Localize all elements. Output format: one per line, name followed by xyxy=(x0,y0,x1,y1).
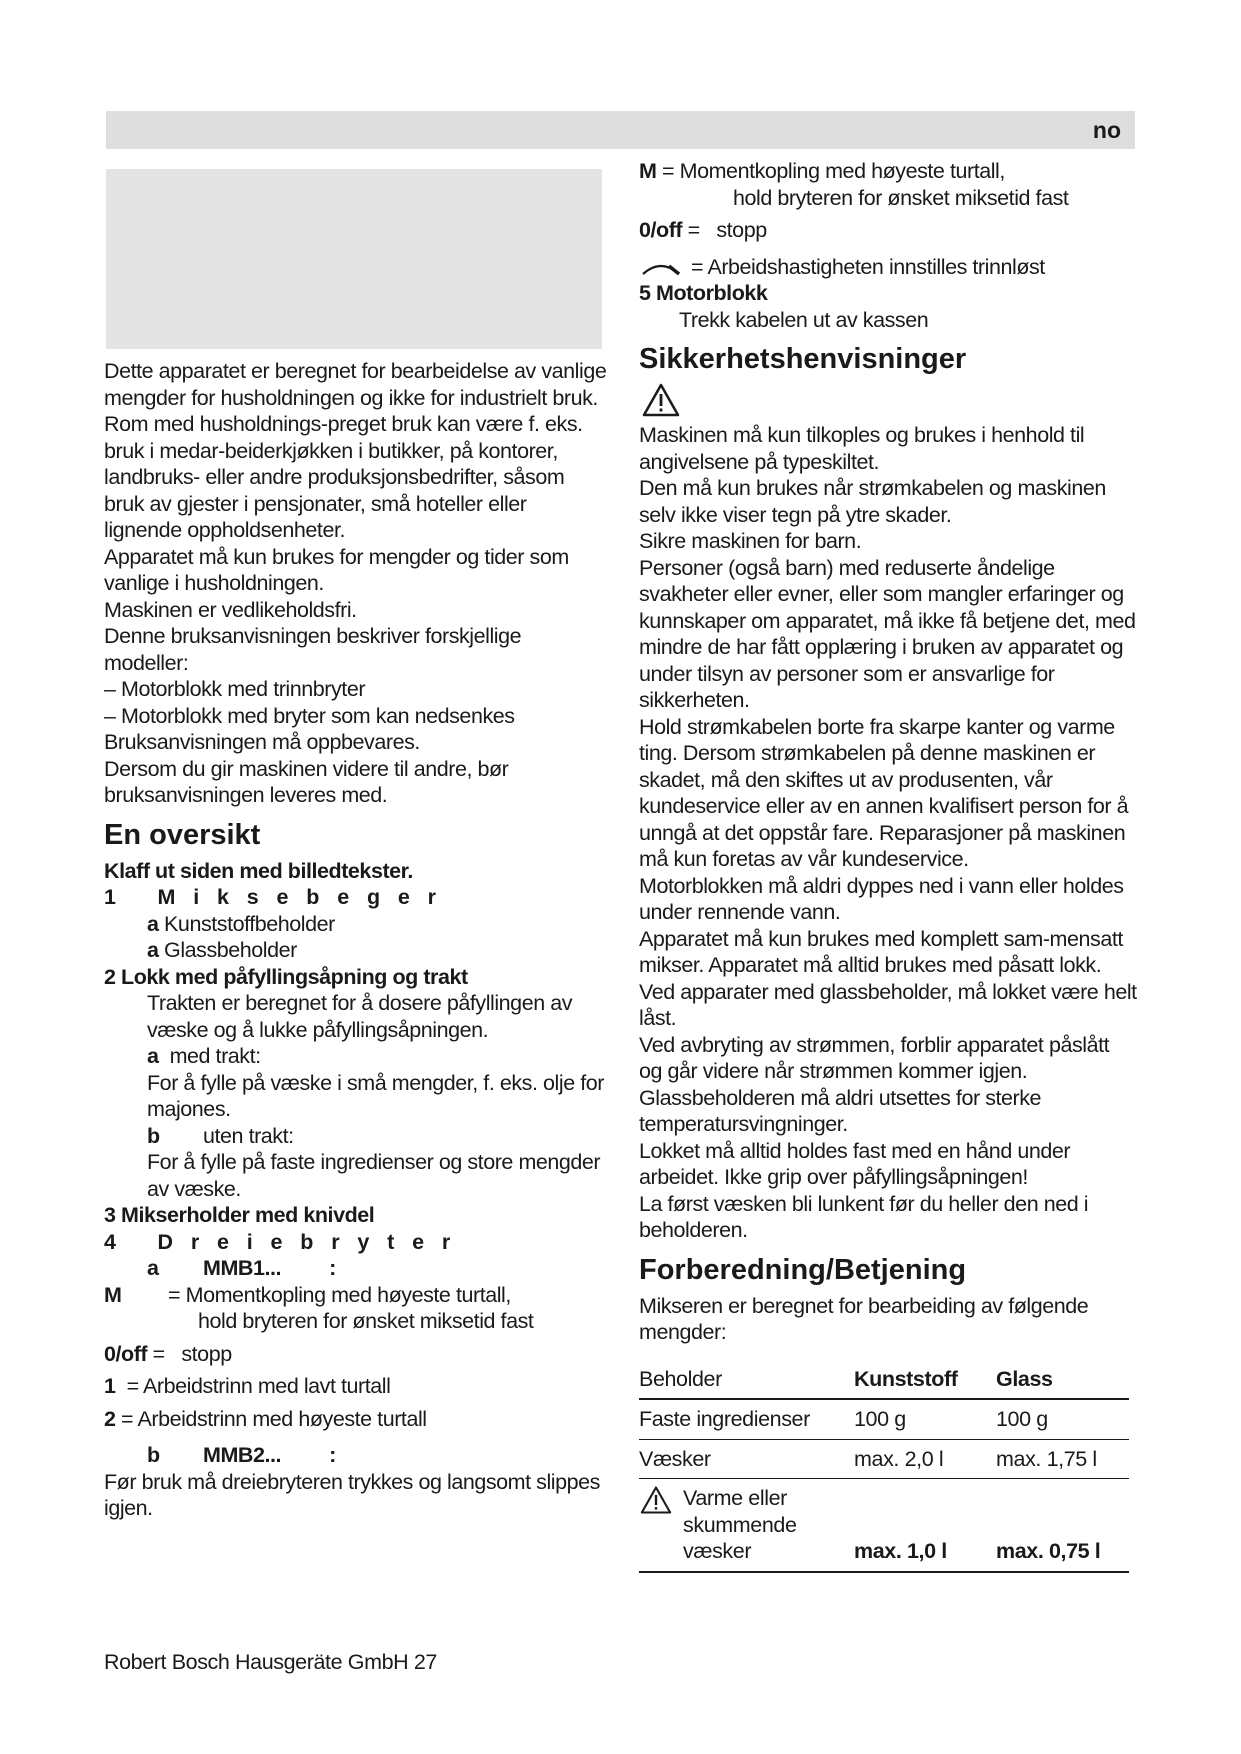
table-row xyxy=(639,1439,1129,1479)
intro-paragraph: Maskinen er vedlikeholdsfri. xyxy=(104,597,357,622)
item-3: 3 Mikserholder med knivdel xyxy=(104,1203,375,1227)
table-cell: 100 g xyxy=(996,1399,1129,1439)
table-row xyxy=(639,1479,1129,1572)
table-header-row xyxy=(639,1360,1129,1400)
item-2: 2 Lokk med påfyllingsåpning og trakt xyxy=(104,964,468,989)
item-5-text: Trekk kabelen ut av kassen xyxy=(679,307,929,332)
item-2a-text: For å fylle på væske i små mengder, f. eks. olje for majones. xyxy=(147,1070,604,1121)
item-1a: a Kunststoffbeholder xyxy=(147,911,335,936)
safety-paragraph: Personer (også barn) med reduserte åndelige svakheter eller evner, eller som mangler erfaringer og kunnskaper om apparatet, må ikke få betjene det, med mindre de har fått opplæring i bruken av apparatet og under tilsyn av personer som er ansvarlige for sikkerheten. xyxy=(639,555,1136,712)
switch-2: 2 = Arbeidstrinn med høyeste turtall xyxy=(104,1406,427,1431)
safety-paragraph: Ved avbryting av strømmen, forblir apparatet påslått og går videre når strømmen kommer igjen. Glassbeholderen må aldri utsettes for sterke temperatursvingninger. xyxy=(639,1032,1110,1136)
item-1b: a Glassbeholder xyxy=(147,938,297,962)
safety-paragraph: La først væsken bli lunkent før du heller den ned i beholderen. xyxy=(639,1191,1089,1242)
switch-1: 1 = Arbeidstrinn med lavt turtall xyxy=(104,1374,391,1398)
item-2-description: Trakten er beregnet for å dosere påfyllingen av væske og å lukke påfyllingsåpningen. xyxy=(147,991,573,1042)
switch-m: M = Momentkopling med høyeste turtall, xyxy=(104,1282,511,1307)
overview-heading: En oversikt xyxy=(104,818,261,851)
table-cell: max. 2,0 l xyxy=(854,1439,996,1479)
right-column xyxy=(639,158,1137,1573)
safety-paragraph: Maskinen må kun tilkoples og brukes i henhold til angivelsene på typeskiltet. xyxy=(639,423,1085,474)
intro-paragraph: Dette apparatet er beregnet for bearbeidelse av vanlige mengder for husholdningen og ikke for industrielt bruk. Rom med husholdnings-preget bruk kan være f. eks. bruk i medar-beiderkjøkken i butikker, på kontorer, landbruks- eller andre produksjonsbedrifter, såsom bruk av gjester i pensjonater, små hoteller eller lignende oppholdsenheter. xyxy=(104,359,607,542)
item-2a: a med trakt: xyxy=(147,1044,261,1068)
item-4: 4 Dreiebryter xyxy=(104,1229,469,1254)
table-cell: max. 1,0 l xyxy=(854,1479,996,1572)
table-row xyxy=(639,1399,1129,1439)
image-placeholder xyxy=(106,169,602,349)
switch-m-cont: hold bryteren for ønsket miksetid fast xyxy=(733,185,1069,210)
model-list-item: – Motorblokk med bryter som kan nedsenkes xyxy=(104,703,515,728)
warning-icon xyxy=(639,1485,673,1515)
safety-paragraph: Den må kun brukes når strømkabelen og maskinen selv ikke viser tegn på ytre skader. xyxy=(639,476,1106,527)
item-4a: a MMB1... : xyxy=(147,1256,336,1280)
prep-heading: Forberedning/Betjening xyxy=(639,1253,967,1286)
switch-off: 0/off = stopp xyxy=(104,1341,232,1366)
table-cell: max. 0,75 l xyxy=(996,1479,1129,1572)
header-bar xyxy=(106,111,1135,149)
item-1: 1 Miksebeger xyxy=(104,885,454,909)
item-4b-text: Før bruk må dreiebryteren trykkes og langsomt slippes igjen. xyxy=(104,1469,600,1520)
safety-paragraph: Hold strømkabelen borte fra skarpe kanter og varme ting. Dersom strømkabelen på denne maskinen er skadet, må den skiftes ut av produsenten, vår kundeservice eller av en annen kvalifisert person for å unngå at det oppstår fare. Reparasjoner på maskinen må kun foretas av vår kundeservice. xyxy=(639,714,1129,871)
safety-heading: Sikkerhetshenvisninger xyxy=(639,343,967,375)
intro-paragraph: Bruksanvisningen må oppbevares. xyxy=(104,730,420,754)
intro-paragraph: Denne bruksanvisningen beskriver forskjellige modeller: xyxy=(104,624,522,675)
left-column xyxy=(104,358,609,1522)
item-2b: b uten trakt: xyxy=(147,1123,294,1148)
fold-out-note: Klaff ut siden med billedtekster. xyxy=(104,858,413,883)
prep-text: Mikseren er beregnet for bearbeiding av følgende mengder: xyxy=(639,1293,1089,1344)
intro-paragraph: Apparatet må kun brukes for mengder og tider som vanlige i husholdningen. xyxy=(104,544,569,595)
table-cell: Væsker xyxy=(639,1439,854,1479)
switch-m: M = Momentkopling med høyeste turtall, xyxy=(639,159,1005,183)
item-4b: b MMB2... : xyxy=(147,1443,336,1467)
table-cell: max. 1,75 l xyxy=(996,1439,1129,1479)
hot-liquids-label: Varme eller skummende væsker xyxy=(683,1486,797,1563)
safety-paragraph: Sikre maskinen for barn. xyxy=(639,529,862,553)
table-cell: 100 g xyxy=(854,1399,996,1439)
safety-paragraph: Lokket må alltid holdes fast med en hånd under arbeidet. Ikke grip over påfyllingsåpningen! xyxy=(639,1138,1071,1189)
table-header-cell: Glass xyxy=(996,1360,1129,1400)
table-cell xyxy=(639,1479,854,1572)
table-header-cell: Kunststoff xyxy=(854,1360,996,1400)
intro-paragraph: Dersom du gir maskinen videre til andre, bør bruksanvisningen leveres med. xyxy=(104,756,509,807)
switch-off: 0/off = stopp xyxy=(639,218,767,242)
table-cell: Faste ingredienser xyxy=(639,1399,854,1439)
speed-dial-icon xyxy=(639,260,683,276)
switch-speed: = Arbeidshastigheten innstilles trinnløst xyxy=(639,254,1137,281)
safety-paragraph: Motorblokken må aldri dyppes ned i vann eller holdes under rennende vann. xyxy=(639,873,1124,924)
language-code: no xyxy=(1092,117,1121,143)
table-header-cell: Beholder xyxy=(639,1360,854,1400)
item-2b-text: For å fylle på faste ingredienser og store mengder av væske. xyxy=(147,1150,601,1201)
safety-paragraph: Apparatet må kun brukes med komplett sam-mensatt mikser. Apparatet må alltid brukes med påsatt lokk. Ved apparater med glassbeholder, må lokket være helt låst. xyxy=(639,926,1137,1030)
warning-icon xyxy=(641,382,681,418)
item-5: 5 Motorblokk xyxy=(639,281,768,305)
model-list-item: – Motorblokk med trinnbryter xyxy=(104,677,366,701)
quantities-table xyxy=(639,1360,1129,1573)
switch-m-cont: hold bryteren for ønsket miksetid fast xyxy=(198,1309,534,1333)
footer: Robert Bosch Hausgeräte GmbH 27 xyxy=(104,1650,437,1674)
